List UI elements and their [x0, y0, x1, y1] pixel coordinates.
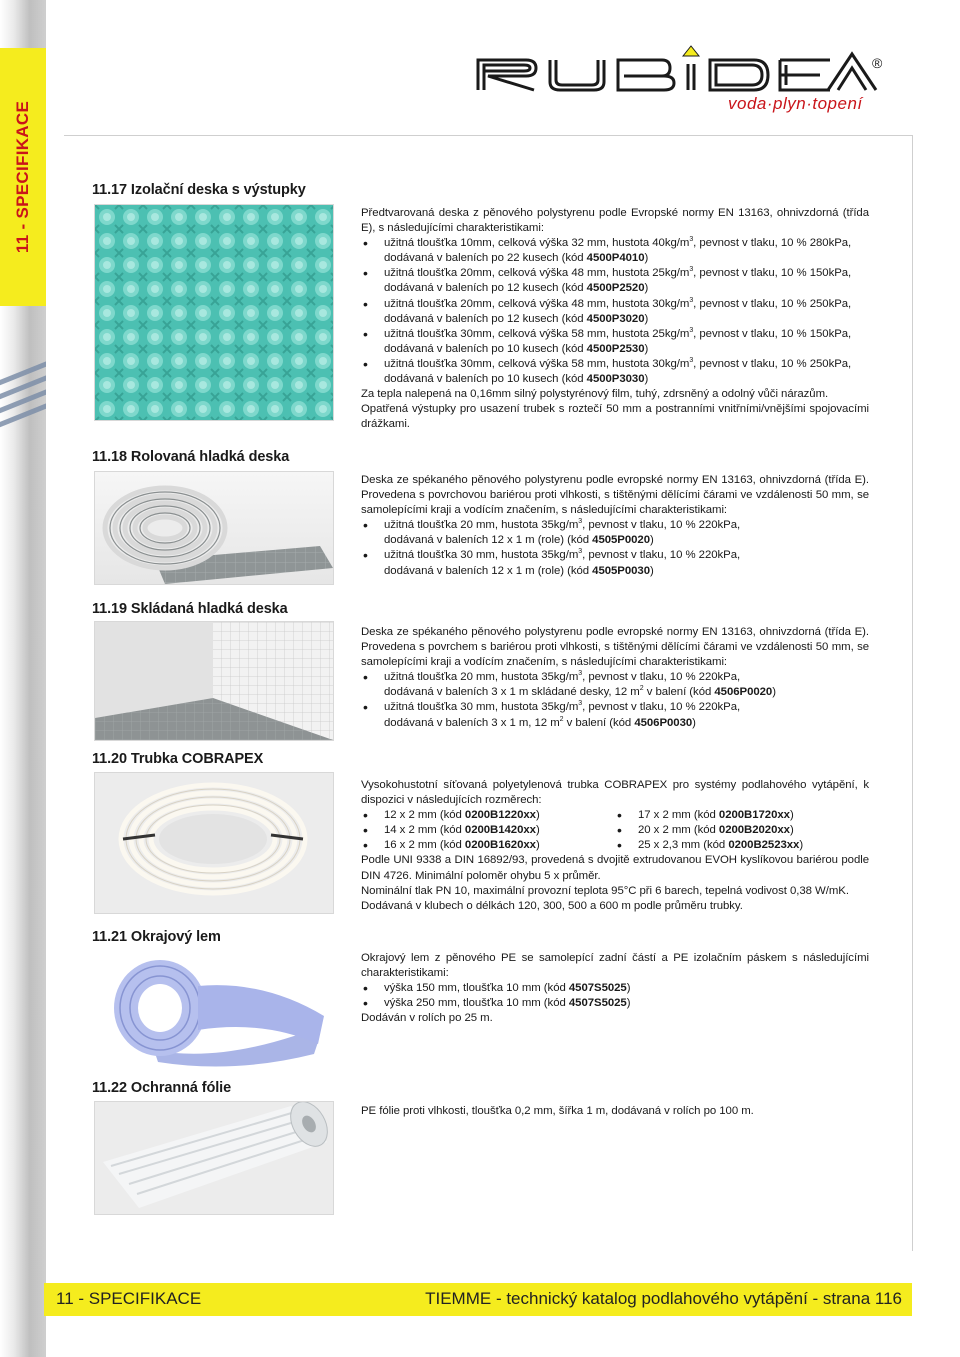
spec-item: • užitná tloušťka 30 mm, hustota $35kg/m^3$, pevnost v tlaku, 10 % 220kPa, dodávaná v baleních 12 x 1 m (role) (kód 4505P0030) [361, 548, 869, 578]
section-title: 11.20 Trubka COBRAPEX [92, 751, 264, 767]
section-intro: Deska ze spékaného pěnového polystyrenu podle evropské normy EN 13163, ohnivzdorná (třída E). Provedena s povrchem s bariérou proti vlhkosti, s tištěnými dělícími čárami ve vzdálenosti 50 mm, se samolepícími kraji a vodícím značením, s následujícími charakteristikami: [361, 626, 869, 669]
photo-rolovana-deska [94, 471, 334, 585]
section-title: 11.18 Rolovaná hladká deska [92, 449, 290, 465]
size-list-left [361, 808, 615, 853]
section-intro: PE fólie proti vlhkosti, tloušťka 0,2 mm, šířka 1 m, dodávaná v rolích po 100 m. [361, 1105, 754, 1117]
spec-item: • užitná tloušťka 20 mm, hustota $35kg/m^3$, pevnost v tlaku, 10 % 220kPa, dodávaná v baleních 12 x 1 m (role) (kód 4505P0020) [361, 518, 869, 548]
section-intro: Předtvarovaná deska z pěnového polystyrenu podle Evropské normy EN 13163, ohnivzdorná (třída E), s následujícími charakteristikami: [361, 207, 869, 235]
spec-list [361, 236, 869, 387]
spec-item: • užitná tloušťka 30 mm, hustota $35kg/m^3$, pevnost v tlaku, 10 % 220kPa, dodávaná v baleních 3 x 1 m, 12 $m^2$ v balení (kód 4506P0030) [361, 700, 869, 730]
size-list-right [615, 808, 869, 853]
section-description [361, 206, 869, 432]
section-title: 11.21 Okrajový lem [92, 929, 221, 945]
section-intro: Vysokohustotní síťovaná polyetylenová trubka COBRAPEX pro systémy podlahového vytápění, k dispozici v následujících rozměrech: [361, 779, 869, 807]
section-note: Dodávaná v klubech o délkách 120, 300, 500 a 600 m podle průměru trubky. [361, 899, 743, 912]
size-item: • 16 x 2 mm (kód 0200B1620xx) [361, 838, 615, 853]
section-note: Za tepla nalepená na 0,16mm silný polystyrénový film, tuhý, zdrsněný a odolný vůči nárazům. [361, 388, 829, 401]
size-item: • 25 x 2,3 mm (kód 0200B2523xx) [615, 838, 869, 853]
section-intro: Deska ze spékaného pěnového polystyrenu podle evropské normy EN 13163, ohnivzdorná (třída E). Provedena s povrchovou bariérou proti vlhkosti, s tištěnými dělícími čárami ve vzdálenosti 50 mm, se samolepícími kraji a vodícím značením, s následujícími charakteristikami: [361, 474, 869, 517]
section-description [361, 473, 869, 579]
spec-item: • užitná tloušťka 20mm, celková výška 48 mm, hustota $25kg/m^3$, pevnost v tlaku, 10 % 150kPa, dodávaná v baleních po 12 kusech (kód 4500P2520) [361, 266, 869, 296]
spec-list [361, 670, 869, 730]
section-title: 11.19 Skládaná hladká deska [92, 601, 288, 617]
section-note: Dodáván v rolích po 25 m. [361, 1012, 493, 1025]
section-description [361, 1104, 869, 1119]
section-title: 11.22 Ochranná fólie [92, 1080, 232, 1096]
photo-okrajovy-lem [94, 950, 332, 1070]
size-item: • 17 x 2 mm (kód 0200B1720xx) [615, 808, 869, 823]
size-item: • 20 x 2 mm (kód 0200B2020xx) [615, 823, 869, 838]
section-description [361, 778, 869, 914]
footer-chapter: 11 - SPECIFIKACE [56, 1289, 202, 1308]
section-description [361, 625, 869, 731]
section-intro: Okrajový lem z pěnového PE se samolepící zadní částí a PE izolačním páskem s následujícími charakteristikami: [361, 952, 869, 980]
spec-item: • výška 150 mm, tloušťka 10 mm (kód 4507S5025) [361, 981, 869, 996]
registered-mark: ® [872, 55, 883, 71]
spec-item: • výška 250 mm, tloušťka 10 mm (kód 4507S5025) [361, 996, 869, 1011]
section-note: Nominální tlak PN 10, maximální provozní teplota 95°C při 6 barech, tepelná vodivost 0,38 W/mK. [361, 884, 849, 897]
spec-item: • užitná tloušťka 30mm, celková výška 58 mm, hustota $30kg/m^3$, pevnost v tlaku, 10 % 250kPa, dodávaná v baleních po 10 kusech (kód 4500P3030) [361, 357, 869, 387]
section-description [361, 951, 869, 1026]
brand-tagline: voda·plyn·topení [728, 94, 863, 113]
spec-item: • užitná tloušťka 10mm, celková výška 32 mm, hustota $40kg/m^3$, pevnost v tlaku, 10 % 280kPa, dodávaná v baleních po 22 kusech (kód 4500P4010) [361, 236, 869, 266]
footer-page-info: TIEMME - technický katalog podlahového vytápění - strana 116 [425, 1289, 902, 1308]
spec-item: • užitná tloušťka 30mm, celková výška 58 mm, hustota $25kg/m^3$, pevnost v tlaku, 10 % 150kPa, dodávaná v baleních po 10 kusech (kód 4500P2530) [361, 327, 869, 357]
section-note: Podle UNI 9338 a DIN 16892/93, provedená s dvojitě extrudovanou EVOH kyslíkovou bariérou podle DIN 4726. Minimální poloměr ohybu 5 x průměr. [361, 854, 869, 882]
photo-ochranna-folie [94, 1101, 334, 1215]
size-item: • 14 x 2 mm (kód 0200B1420xx) [361, 823, 615, 838]
spec-item: • užitná tloušťka 20 mm, hustota $35kg/m^3$, pevnost v tlaku, 10 % 220kPa, dodávaná v baleních 3 x 1 m skládané desky, 12 $m^2$ v balení (kód 4506P0020) [361, 670, 869, 700]
section-note: Opatřená výstupky pro usazení trubek s roztečí 50 mm a postranními vnitřními/vnějšími spojovacími drážkami. [361, 403, 869, 431]
spec-list [361, 981, 869, 1011]
chapter-tab-label: 11 - SPECIFIKACE [13, 100, 32, 254]
section-title: 11.17 Izolační deska s výstupky [92, 182, 306, 198]
size-columns [361, 808, 869, 853]
size-item: • 12 x 2 mm (kód 0200B1220xx) [361, 808, 615, 823]
photo-izolacni-deska [94, 204, 334, 421]
photo-skladana-deska [94, 621, 334, 741]
spec-item: • užitná tloušťka 20mm, celková výška 48 mm, hustota $30kg/m^3$, pevnost v tlaku, 10 % 250kPa, dodávaná v baleních po 12 kusech (kód 4500P3020) [361, 297, 869, 327]
photo-trubka-cobrapex [94, 772, 334, 914]
spec-list [361, 518, 869, 578]
